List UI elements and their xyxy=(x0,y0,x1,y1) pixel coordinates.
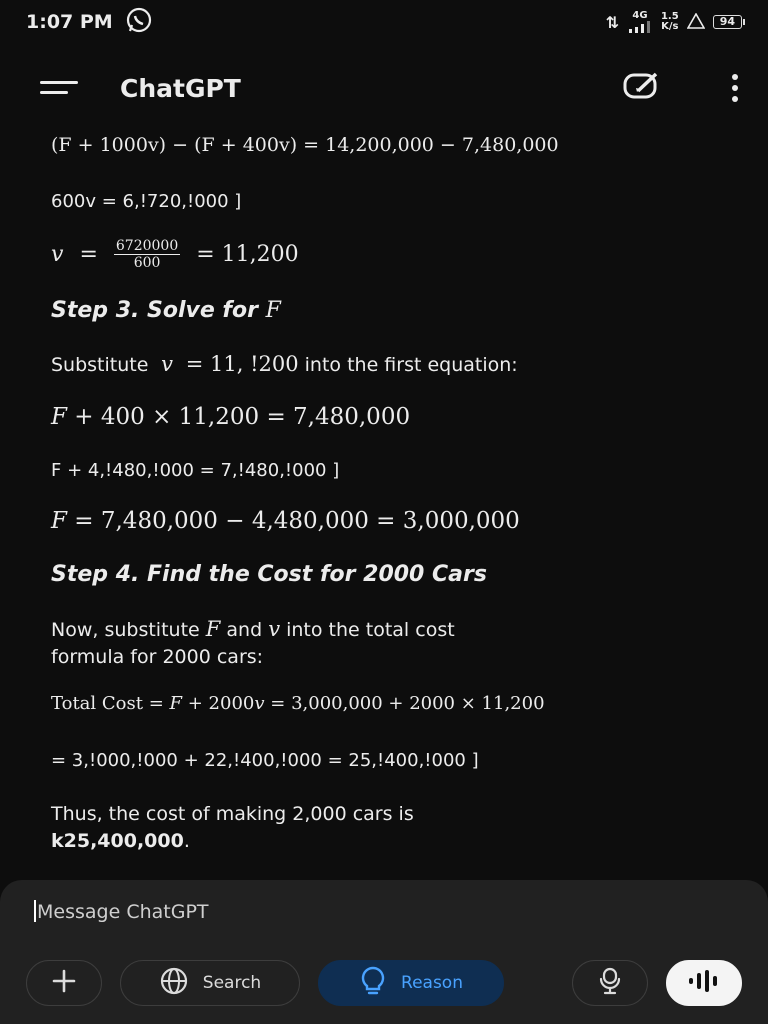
waveform-icon xyxy=(684,968,724,999)
now-substitute-paragraph: Now, substitute F and v into the total cost formula for 2000 cars: xyxy=(51,617,455,668)
reason-button[interactable] xyxy=(318,960,504,1006)
plus-icon xyxy=(51,968,77,999)
status-bar xyxy=(0,0,768,44)
whatsapp-icon xyxy=(125,6,153,39)
message-placeholder: Message ChatGPT xyxy=(37,901,209,923)
equation-f-result: F = 7,480,000 − 4,480,000 = 3,000,000 xyxy=(51,508,520,534)
equation-subtract: (F + 1000v) − (F + 400v) = 14,200,000 − 7,480,000 xyxy=(51,134,559,156)
answer-suffix: . xyxy=(183,830,190,852)
data-arrows-icon: ⇅ xyxy=(605,12,619,32)
network-type: 4G xyxy=(632,10,648,21)
total-cost-rest: = 3,000,000 + 2000 × 11,200 xyxy=(270,693,545,714)
equation-f400: F + 400 × 11,200 = 7,480,000 xyxy=(51,404,411,430)
status-time: 1:07 PM xyxy=(26,11,113,33)
step4-heading: Step 4. Find the Cost for 2000 Cars xyxy=(51,562,487,587)
app-bar xyxy=(0,60,768,116)
globe-icon xyxy=(159,966,189,1001)
conclusion-paragraph xyxy=(51,801,414,855)
total-cost-equation: Total Cost = F + 2000v = 3,000,000 + 2000 × 11,200 xyxy=(51,693,545,714)
equation-sum: = 3,!000,!000 + 22,!400,!000 = 25,!400,!000 ] xyxy=(51,750,479,771)
lightbulb-icon xyxy=(359,965,387,1002)
now-line2: formula for 2000 cars: xyxy=(51,646,264,668)
now-post: into the total cost xyxy=(286,619,455,641)
fraction-denominator: 600 xyxy=(133,255,161,272)
message-input[interactable] xyxy=(34,900,209,923)
microphone-icon xyxy=(595,966,625,1001)
v-result: = 11,200 xyxy=(196,242,299,268)
signal-icon xyxy=(627,11,653,33)
equation-f-result-rest: = 7,480,000 − 4,480,000 = 3,000,000 xyxy=(74,508,520,534)
microphone-button[interactable] xyxy=(572,960,648,1006)
equation-f4480: F + 4,!480,!000 = 7,!480,!000 ] xyxy=(51,460,340,481)
reason-label: Reason xyxy=(401,973,463,993)
search-label: Search xyxy=(202,973,262,993)
menu-icon[interactable] xyxy=(40,78,78,98)
equation-v: v = $\frac{6720000}{600}$ = 11,200 xyxy=(51,238,299,272)
app-title: ChatGPT xyxy=(120,73,241,103)
step3-heading xyxy=(51,298,281,323)
now-and: and xyxy=(226,619,263,641)
warning-icon xyxy=(687,13,705,32)
substitute-line: Substitute v = 11, !200 into the first equation: xyxy=(51,352,518,376)
final-answer: k25,400,000 xyxy=(51,830,184,852)
attach-button[interactable] xyxy=(26,960,102,1006)
new-chat-icon[interactable] xyxy=(622,71,664,105)
substitute-post: into the first equation: xyxy=(304,354,518,376)
more-options-icon[interactable] xyxy=(732,74,738,102)
search-button[interactable] xyxy=(120,960,300,1006)
step3-heading-var: F xyxy=(265,298,281,323)
voice-mode-button[interactable] xyxy=(666,960,742,1006)
total-cost-label: Total Cost xyxy=(51,693,143,714)
now-pre: Now, substitute xyxy=(51,619,200,641)
fraction-numerator: 6720000 xyxy=(115,238,179,254)
text-caret xyxy=(34,900,36,922)
net-speed xyxy=(661,12,679,32)
net-speed-unit: K/s xyxy=(661,21,679,32)
composer xyxy=(0,880,768,1024)
equation-600v: 600v = 6,!720,!000 ] xyxy=(51,191,242,212)
battery-indicator: 94 xyxy=(713,15,742,29)
net-speed-value: 1.5 xyxy=(660,11,679,22)
total-cost-expr: + 2000 xyxy=(187,693,255,714)
conclusion-text: Thus, the cost of making 2,000 cars is xyxy=(51,803,414,825)
substitute-eq: = 11, !200 xyxy=(185,352,299,376)
substitute-pre: Substitute xyxy=(51,354,149,376)
equation-f400-rest: + 400 × 11,200 = 7,480,000 xyxy=(74,404,411,430)
step3-heading-text: Step 3. Solve for xyxy=(51,298,258,323)
